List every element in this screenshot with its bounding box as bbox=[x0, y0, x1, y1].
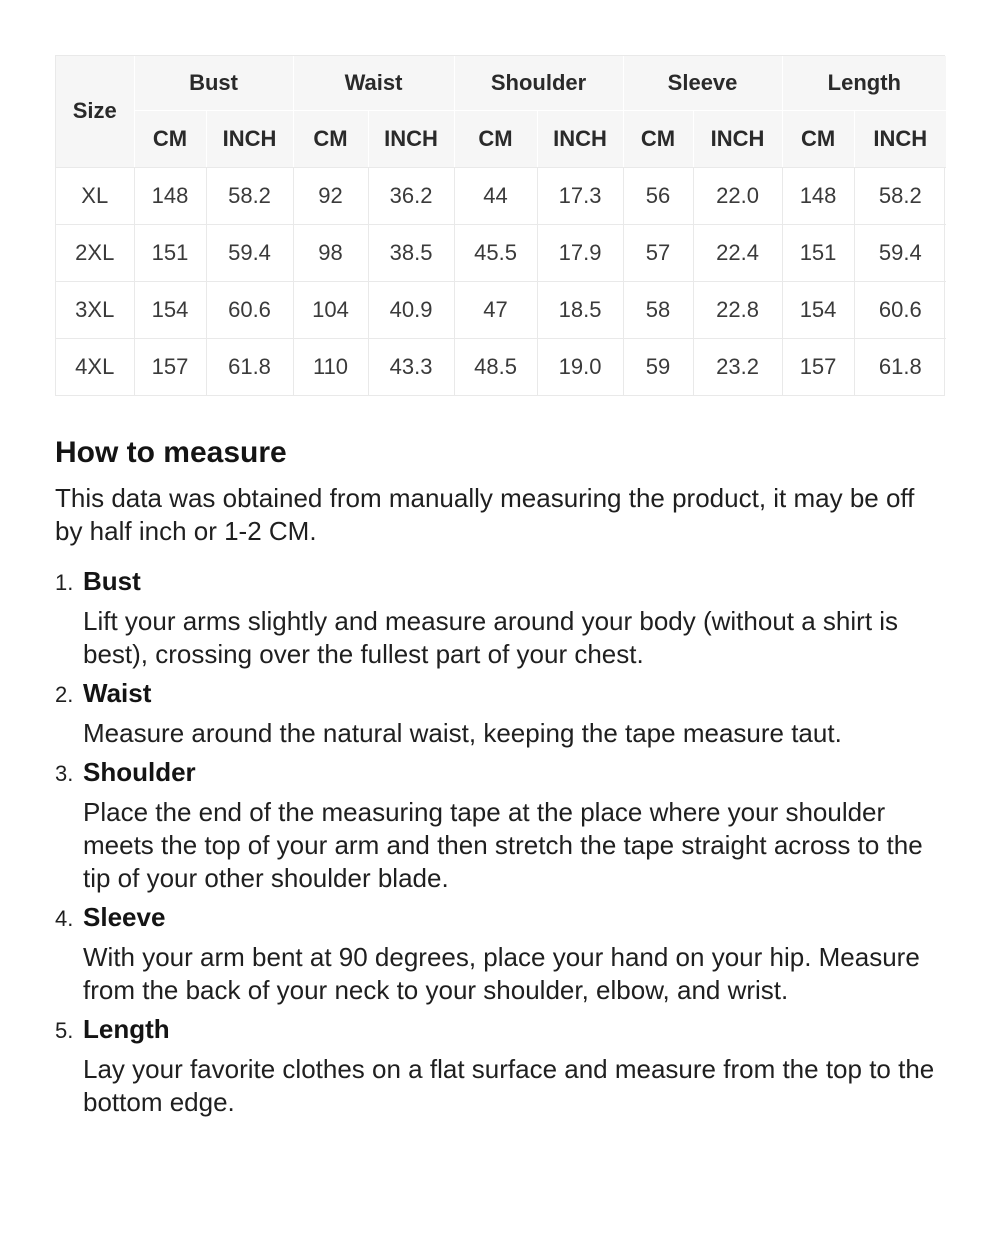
step-description: Measure around the natural waist, keeping the tape measure taut. bbox=[83, 718, 842, 748]
unit-header-row bbox=[56, 110, 946, 167]
unit-header-inch: INCH bbox=[854, 110, 946, 167]
value-cell: 98 bbox=[293, 224, 368, 281]
unit-header-cm: CM bbox=[782, 110, 854, 167]
table-body bbox=[56, 167, 946, 395]
value-cell: 38.5 bbox=[368, 224, 454, 281]
value-cell: 36.2 bbox=[368, 167, 454, 224]
value-cell: 154 bbox=[782, 281, 854, 338]
value-cell: 154 bbox=[134, 281, 206, 338]
value-cell: 58 bbox=[623, 281, 693, 338]
value-cell: 40.9 bbox=[368, 281, 454, 338]
step-number: 2. bbox=[55, 682, 74, 707]
unit-header-cm: CM bbox=[454, 110, 537, 167]
value-cell: 45.5 bbox=[454, 224, 537, 281]
table-row-4xl bbox=[56, 338, 946, 395]
size-cell: XL bbox=[56, 167, 134, 224]
group-header-bust: Bust bbox=[134, 56, 293, 110]
value-cell: 151 bbox=[782, 224, 854, 281]
value-cell: 22.0 bbox=[693, 167, 782, 224]
step-description: Lift your arms slightly and measure around your body (without a shirt is best), crossing over the fullest part of your chest. bbox=[83, 606, 899, 669]
table-row-xl bbox=[56, 167, 946, 224]
step-description: Lay your favorite clothes on a flat surface and measure from the top to the bottom edge. bbox=[83, 1054, 935, 1117]
value-cell: 47 bbox=[454, 281, 537, 338]
value-cell: 58.2 bbox=[854, 167, 946, 224]
value-cell: 59.4 bbox=[206, 224, 293, 281]
value-cell: 59 bbox=[623, 338, 693, 395]
value-cell: 59.4 bbox=[854, 224, 946, 281]
list-item-waist bbox=[55, 678, 945, 750]
value-cell: 22.8 bbox=[693, 281, 782, 338]
value-cell: 110 bbox=[293, 338, 368, 395]
group-header-waist: Waist bbox=[293, 56, 454, 110]
value-cell: 44 bbox=[454, 167, 537, 224]
list-item-sleeve bbox=[55, 902, 945, 1007]
step-number: 5. bbox=[55, 1018, 74, 1043]
unit-header-cm: CM bbox=[134, 110, 206, 167]
step-term: Sleeve bbox=[83, 902, 166, 932]
value-cell: 17.3 bbox=[537, 167, 623, 224]
size-chart-table-container bbox=[55, 55, 945, 396]
value-cell: 61.8 bbox=[206, 338, 293, 395]
measure-steps-list bbox=[55, 566, 945, 1119]
step-description: Place the end of the measuring tape at the place where your shoulder meets the top of your arm and then stretch the tape straight across to the tip of your other shoulder blade. bbox=[83, 797, 923, 893]
step-description: With your arm bent at 90 degrees, place your hand on your hip. Measure from the back of your neck to your shoulder, elbow, and wrist. bbox=[83, 942, 920, 1005]
value-cell: 48.5 bbox=[454, 338, 537, 395]
step-term: Waist bbox=[83, 678, 152, 708]
step-term: Length bbox=[83, 1014, 170, 1044]
size-cell: 3XL bbox=[56, 281, 134, 338]
value-cell: 22.4 bbox=[693, 224, 782, 281]
value-cell: 157 bbox=[782, 338, 854, 395]
list-item-bust bbox=[55, 566, 945, 671]
value-cell: 61.8 bbox=[878, 353, 922, 379]
value-cell: 148 bbox=[782, 167, 854, 224]
value-cell: 148 bbox=[134, 167, 206, 224]
how-to-measure-heading: How to measure bbox=[55, 436, 287, 469]
group-header-sleeve: Sleeve bbox=[623, 56, 782, 110]
step-term: Shoulder bbox=[83, 757, 196, 787]
value-cell: 157 bbox=[134, 338, 206, 395]
value-cell: 43.3 bbox=[368, 338, 454, 395]
size-column-header: Size bbox=[56, 56, 134, 167]
table-row-2xl bbox=[56, 224, 946, 281]
unit-header-inch: INCH bbox=[537, 110, 623, 167]
size-cell: 4XL bbox=[56, 338, 134, 395]
unit-header-inch: INCH bbox=[206, 110, 293, 167]
value-cell: 60.6 bbox=[206, 281, 293, 338]
value-cell: 58.2 bbox=[206, 167, 293, 224]
table-header bbox=[56, 56, 946, 167]
value-cell: 19.0 bbox=[537, 338, 623, 395]
list-item-shoulder bbox=[55, 757, 945, 895]
group-header-shoulder: Shoulder bbox=[454, 56, 623, 110]
table-row-3xl bbox=[56, 281, 946, 338]
measure-intro-text: This data was obtained from manually measuring the product, it may be off by half inch or 1-2 CM. bbox=[55, 483, 915, 546]
value-cell: 151 bbox=[134, 224, 206, 281]
value-cell: 23.2 bbox=[693, 338, 782, 395]
unit-header-inch: INCH bbox=[693, 110, 782, 167]
step-number: 1. bbox=[55, 570, 74, 595]
value-cell: 60.6 bbox=[854, 281, 946, 338]
value-cell: 57 bbox=[623, 224, 693, 281]
size-cell: 2XL bbox=[56, 224, 134, 281]
step-number: 4. bbox=[55, 906, 74, 931]
value-cell: 17.9 bbox=[537, 224, 623, 281]
value-cell: 92 bbox=[293, 167, 368, 224]
unit-header-cm: CM bbox=[623, 110, 693, 167]
size-chart-table bbox=[56, 56, 946, 395]
unit-header-cm: CM bbox=[293, 110, 368, 167]
list-item-length bbox=[55, 1014, 945, 1119]
group-header-length: Length bbox=[782, 56, 946, 110]
value-cell: 104 bbox=[293, 281, 368, 338]
size-guide-section bbox=[55, 55, 945, 1119]
value-cell: 56 bbox=[623, 167, 693, 224]
group-header-row bbox=[56, 56, 946, 110]
step-number: 3. bbox=[55, 761, 74, 786]
step-term: Bust bbox=[83, 566, 141, 596]
unit-header-inch: INCH bbox=[368, 110, 454, 167]
value-cell: 18.5 bbox=[537, 281, 623, 338]
